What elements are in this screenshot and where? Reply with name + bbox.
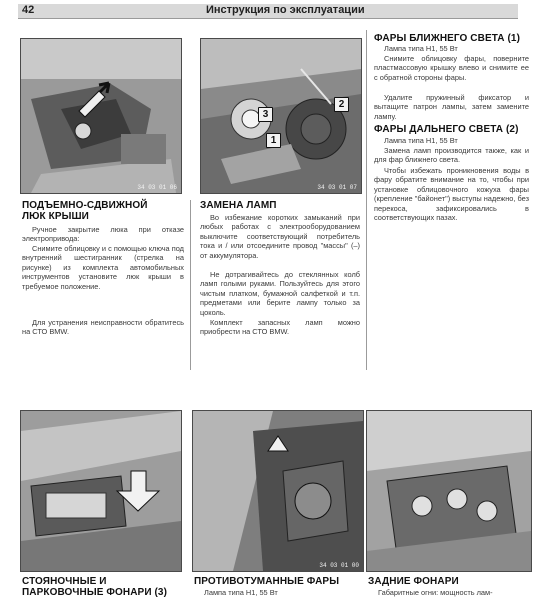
paragraph: Для устранения неисправности обратитесь на СТО BMW. bbox=[22, 318, 184, 337]
title-line: ПАРКОВОЧНЫЕ ФОНАРИ (3) bbox=[22, 587, 168, 598]
running-title: Инструкция по эксплуатации bbox=[206, 4, 365, 16]
lamp-type: Габаритные огни: мощность лам- bbox=[378, 588, 493, 597]
section-title-rear-lights: ЗАДНИЕ ФОНАРИ bbox=[368, 576, 459, 587]
photo-code: 34 03 01 00 bbox=[319, 562, 359, 569]
column-divider bbox=[366, 30, 367, 370]
section-title-parking-lights bbox=[22, 576, 187, 598]
paragraph: Комплект запасных ламп можно приобрести на СТО BMW. bbox=[200, 318, 360, 337]
paragraph: Снимите облицовку и с помощью ключа под внутренний шестигранник (стрелка на рисунке) из комплекта автомобильных инструментов установите люк крыши в требуемое положение. bbox=[22, 244, 184, 291]
column-divider bbox=[190, 200, 191, 370]
photo-fog-lights bbox=[192, 410, 364, 572]
title-line: СТОЯНОЧНЫЕ И bbox=[22, 576, 107, 587]
photo-parking-lights bbox=[20, 410, 182, 572]
callout-2: 2 bbox=[334, 97, 349, 112]
section-title-high-beam: ФАРЫ ДАЛЬНЕГО СВЕТА (2) bbox=[374, 124, 519, 135]
section-title-low-beam: ФАРЫ БЛИЖНЕГО СВЕТА (1) bbox=[374, 33, 521, 44]
title-line: ПОДЪЕМНО-СДВИЖНОЙ bbox=[22, 200, 148, 211]
paragraph: Во избежание коротких замыканий при любых работах с электрооборудованием выключите соответствующий потребитель тока и / или отсоедините провод "массы" (–) от аккумулятора. bbox=[200, 213, 360, 260]
photo-roof-hatch bbox=[20, 38, 182, 194]
parking-light-illustration bbox=[21, 411, 181, 571]
page-number: 42 bbox=[22, 4, 35, 16]
photo-rear-lights bbox=[366, 410, 532, 572]
title-line: ЛЮК КРЫШИ bbox=[22, 211, 89, 222]
paragraph: Ручное закрытие люка при отказе электропривода: bbox=[22, 225, 184, 244]
callout-3: 3 bbox=[258, 107, 273, 122]
section-title-lamps: ЗАМЕНА ЛАМП bbox=[200, 200, 277, 211]
paragraph: Замена ламп производится также, как и для фар ближнего света. bbox=[374, 146, 529, 165]
paragraph: Чтобы избежать проникновения воды в фару обратите внимание на то, чтобы при установке облицовочного кожуха фары (крепление "байонет") выступы надежно, без перекоса, зафиксировались в соответствующих пазах. bbox=[374, 166, 529, 223]
section-title-fog-lights: ПРОТИВОТУМАННЫЕ ФАРЫ bbox=[194, 576, 340, 587]
rear-light-illustration bbox=[367, 411, 531, 571]
paragraph: Удалите пружинный фиксатор и вытащите патрон лампы, затем замените лампу. bbox=[374, 93, 529, 121]
fog-light-illustration bbox=[193, 411, 363, 571]
lamp-type: Лампа типа H1, 55 Вт bbox=[204, 588, 278, 597]
photo-code: 34 03 01 06 bbox=[137, 184, 177, 191]
roof-hatch-illustration bbox=[21, 39, 181, 193]
headlight-illustration bbox=[201, 39, 361, 193]
photo-code: 34 03 01 07 bbox=[317, 184, 357, 191]
lamp-type: Лампа типа H1, 55 Вт bbox=[384, 136, 458, 145]
section-title-roof-hatch bbox=[22, 200, 187, 222]
lamp-type: Лампа типа H1, 55 Вт bbox=[384, 44, 458, 53]
callout-1: 1 bbox=[266, 133, 281, 148]
paragraph: Снимите облицовку фары, поверните пластмассовую крышку влево и снимите ее с обратной стороны фары. bbox=[374, 54, 529, 82]
photo-lamps bbox=[200, 38, 362, 194]
running-header bbox=[18, 4, 518, 19]
paragraph: Не дотрагивайтесь до стеклянных колб ламп голыми руками. Пользуйтесь для этого чистым платком, бумажной салфеткой и т.п. предметами или берите лампу только за цоколь. bbox=[200, 270, 360, 317]
